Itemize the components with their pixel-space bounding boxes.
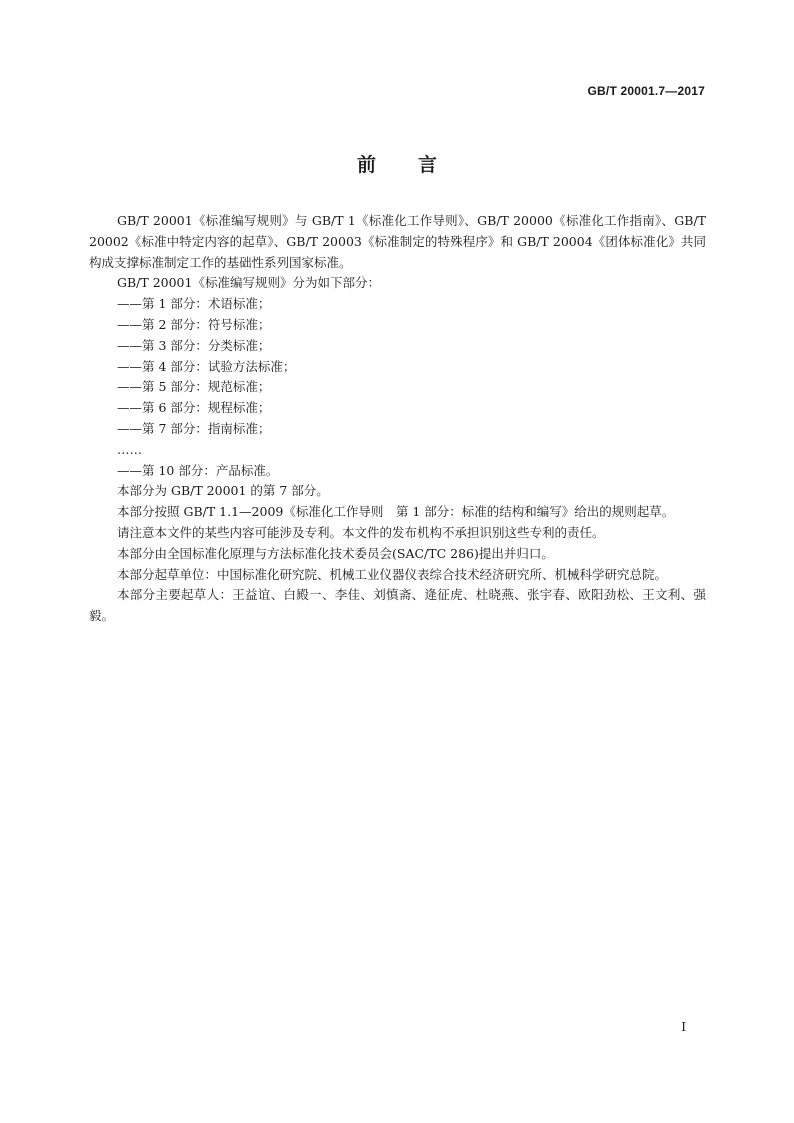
list-item: ——第 3 部分：分类标准； xyxy=(117,337,271,353)
list-item: ——第 2 部分：符号标准； xyxy=(117,316,271,332)
list-item: ——第 4 部分：试验方法标准； xyxy=(117,358,296,374)
list-item: ——第 5 部分：规范标准； xyxy=(117,379,271,395)
body-paragraph: 本部分由全国标准化原理与方法标准化技术委员会(SAC/TC 286)提出并归口。 xyxy=(117,545,554,561)
body-paragraph: 本部分主要起草人：王益谊、白殿一、李佳、刘慎斋、逄征虎、杜晓燕、张宇春、欧阳劲松、王文利、强毅。 xyxy=(89,587,706,624)
list-item: ——第 6 部分：规程标准； xyxy=(117,400,271,416)
intro-paragraph: GB/T 20001《标准编写规则》与 GB/T 1《标准化工作导则》、GB/T 20000《标准化工作指南》、GB/T 20002《标准中特定内容的起草》、GB/T 20003《标准制定的特殊程序》和 GB/T 20004《团体标准化》共同构成支撑标准制定工作的基础性系列国家标准。 xyxy=(89,213,706,270)
body-paragraph: 本部分起草单位：中国标准化研究院、机械工业仪器仪表综合技术经济研究所、机械科学研究总院。 xyxy=(117,566,668,582)
list-item: ——第 7 部分：指南标准； xyxy=(117,420,271,436)
standard-code: GB/T 20001.7—2017 xyxy=(587,84,705,98)
document-body xyxy=(89,211,706,627)
list-item: ——第 10 部分：产品标准。 xyxy=(117,462,279,478)
page-title: 前言 xyxy=(356,154,479,176)
body-paragraph: 本部分为 GB/T 20001 的第 7 部分。 xyxy=(117,483,329,499)
body-paragraph: 本部分按照 GB/T 1.1—2009《标准化工作导则 第 1 部分：标准的结构和编写》给出的规则起草。 xyxy=(117,504,675,520)
intro-paragraph: GB/T 20001《标准编写规则》分为如下部分： xyxy=(117,275,380,291)
list-item: ——第 1 部分：术语标准； xyxy=(117,296,271,312)
list-ellipsis: …… xyxy=(117,441,142,457)
body-paragraph: 请注意本文件的某些内容可能涉及专利。本文件的发布机构不承担识别这些专利的责任。 xyxy=(117,524,605,540)
page-number: I xyxy=(681,1020,686,1034)
